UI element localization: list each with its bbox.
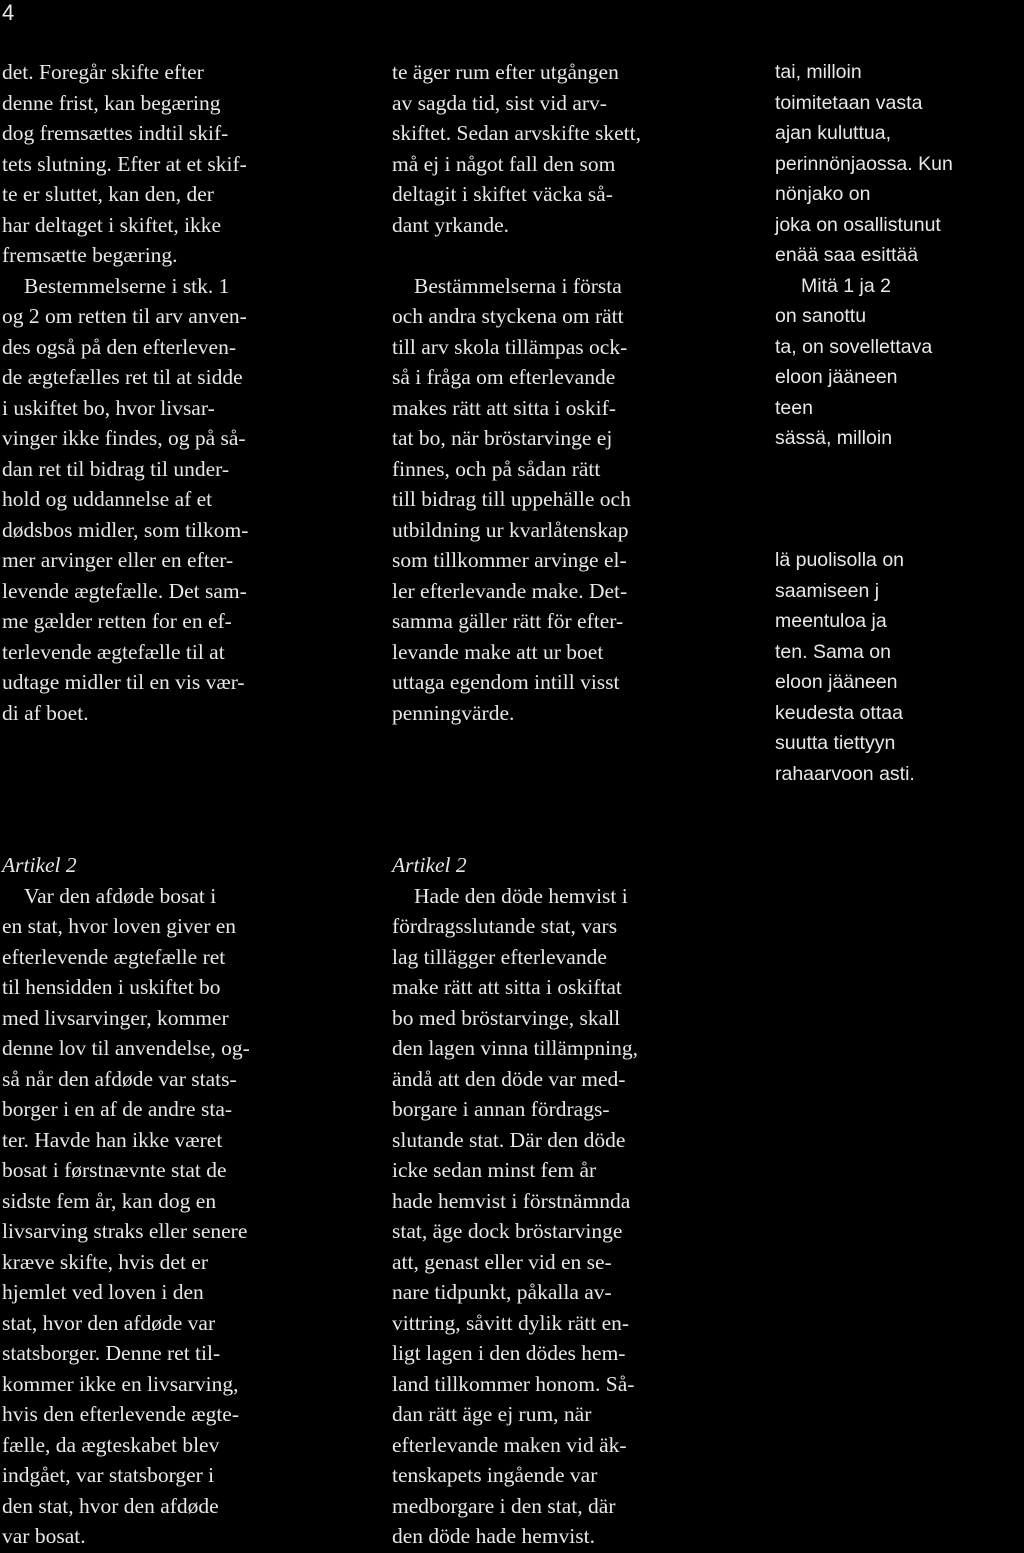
text-line: me gælder retten for en ef- bbox=[2, 609, 232, 633]
text-line: slutande stat. Där den döde bbox=[392, 1127, 626, 1152]
text-line: livsarving straks eller senere bbox=[2, 1219, 248, 1243]
text-line: te er sluttet, kan den, der bbox=[2, 182, 214, 206]
text-line: des også på den efterleven- bbox=[2, 334, 237, 359]
text-line: vinger ikke findes, og på så- bbox=[2, 426, 246, 450]
danish-text-column bbox=[2, 57, 248, 728]
text-line: di af boet. bbox=[2, 700, 89, 725]
text-line: make rätt att sitta i oskiftat bbox=[392, 975, 622, 999]
text-line: meentuloa ja bbox=[775, 610, 887, 632]
text-line: denne frist, kan begæring bbox=[2, 90, 221, 115]
text-line: levande make att ur boet bbox=[392, 639, 604, 664]
swedish-article-heading: Artikel 2 bbox=[392, 853, 467, 877]
text-line: medborgare i den stat, där bbox=[392, 1493, 616, 1518]
text-line: de ægtefælles ret til at sidde bbox=[2, 365, 243, 389]
text-line: och andra styckena om rätt bbox=[392, 304, 624, 328]
text-line: enää saa esittää bbox=[775, 244, 919, 266]
text-line: keudesta ottaa bbox=[775, 701, 903, 724]
text-line: toimitetaan vasta bbox=[775, 91, 923, 114]
finnish-text-column bbox=[775, 57, 953, 789]
text-line: til hensidden i uskiftet bo bbox=[2, 975, 221, 999]
text-line: Bestämmelserna i första bbox=[414, 273, 622, 298]
text-line: vittring, såvitt dylik rätt en- bbox=[392, 1310, 630, 1335]
swedish-article-2-column bbox=[392, 850, 638, 1552]
text-line bbox=[775, 484, 953, 515]
danish-article-heading: Artikel 2 bbox=[2, 853, 77, 877]
text-line bbox=[775, 454, 953, 485]
text-line: Var den afdøde bosat i bbox=[24, 883, 217, 908]
text-line: makes rätt att sitta i oskif- bbox=[392, 395, 616, 420]
text-line: og 2 om retten til arv anven- bbox=[2, 304, 247, 328]
text-line: teen bbox=[775, 396, 813, 419]
text-line: bosat i førstnævnte stat de bbox=[2, 1158, 227, 1182]
text-line: så i fråga om efterlevande bbox=[392, 365, 616, 389]
text-line: den döde hade hemvist. bbox=[392, 1524, 596, 1548]
text-line: on sanottu bbox=[775, 305, 867, 327]
text-line: lä puolisolla on bbox=[775, 549, 905, 571]
text-line: denne lov til anvendelse, og- bbox=[2, 1036, 250, 1060]
text-line: som tillkommer arvinge el- bbox=[392, 548, 627, 572]
swedish-text-column bbox=[392, 57, 641, 728]
text-line bbox=[775, 515, 953, 546]
text-line: dødsbos midler, som tilkom- bbox=[2, 517, 249, 542]
text-line: dog fremsættes indtil skif- bbox=[2, 121, 229, 145]
text-line: efterlevande maken vid äk- bbox=[392, 1432, 627, 1457]
text-line: stat, äge dock bröstarvinge bbox=[392, 1219, 623, 1243]
text-line: ler efterlevande make. Det- bbox=[392, 578, 628, 603]
text-line: dan rätt äge ej rum, när bbox=[392, 1402, 592, 1426]
text-line: joka on osallistunut bbox=[775, 213, 941, 236]
text-line: uttaga egendom intill visst bbox=[392, 670, 620, 694]
text-line: efterlevende ægtefælle ret bbox=[2, 944, 226, 969]
text-line: nare tidpunkt, påkalla av- bbox=[392, 1280, 612, 1304]
page-number: 4 bbox=[2, 0, 15, 25]
text-line: fördragsslutande stat, vars bbox=[392, 914, 618, 938]
text-line: terlevende ægtefælle til at bbox=[2, 639, 225, 664]
text-line: indgået, var statsborger i bbox=[2, 1463, 215, 1487]
text-line: hade hemvist i förstnämnda bbox=[392, 1188, 631, 1213]
text-line: fælle, da ægteskabet blev bbox=[2, 1432, 220, 1457]
text-line: med livsarvinger, kommer bbox=[2, 1005, 229, 1030]
text-line: en stat, hvor loven giver en bbox=[2, 914, 237, 938]
text-line: nönjako on bbox=[775, 183, 871, 205]
text-line: Hade den döde hemvist i bbox=[414, 883, 628, 908]
text-line: i uskiftet bo, hvor livsar- bbox=[2, 395, 215, 420]
text-line: var bosat. bbox=[2, 1524, 86, 1548]
text-line: ligt lagen i den dödes hem- bbox=[392, 1341, 626, 1365]
text-line: ten. Sama on bbox=[775, 640, 891, 663]
text-line: te äger rum efter utgången bbox=[392, 60, 619, 84]
text-line: perinnönjaossa. Kun bbox=[775, 152, 953, 175]
text-line: mer arvinger eller en efter- bbox=[2, 548, 234, 572]
text-line: deltagit i skiftet väcka så- bbox=[392, 182, 613, 206]
text-line: borger i en af de andre sta- bbox=[2, 1097, 233, 1121]
text-line: det. Foregår skifte efter bbox=[2, 60, 204, 84]
text-line: skiftet. Sedan arvskifte skett, bbox=[392, 121, 641, 145]
text-line: Bestemmelserne i stk. 1 bbox=[24, 273, 230, 298]
text-line: Mitä 1 ja 2 bbox=[801, 274, 891, 297]
text-line: hold og uddannelse af et bbox=[2, 487, 213, 511]
text-line: lag tillägger efterlevande bbox=[392, 944, 607, 969]
text-line: rahaarvoon asti. bbox=[775, 762, 915, 785]
text-line: tat bo, när bröstarvinge ej bbox=[392, 426, 613, 450]
text-line: till arv skola tillämpas ock- bbox=[392, 334, 628, 359]
text-line: kommer ikke en livsarving, bbox=[2, 1371, 239, 1396]
text-line: dan ret til bidrag til under- bbox=[2, 456, 230, 481]
text-line: samma gäller rätt för efter- bbox=[392, 609, 624, 633]
text-line: till bidrag till uppehälle och bbox=[392, 487, 631, 511]
text-line: dant yrkande. bbox=[392, 212, 510, 237]
text-line: kræve skifte, hvis det er bbox=[2, 1249, 208, 1274]
text-line: tets slutning. Efter at et skif- bbox=[2, 151, 247, 176]
text-line: av sagda tid, sist vid arv- bbox=[392, 90, 607, 115]
text-line: statsborger. Denne ret til- bbox=[2, 1341, 221, 1365]
text-line: sidste fem år, kan dog en bbox=[2, 1188, 217, 1213]
text-line: så når den afdøde var stats- bbox=[2, 1066, 237, 1091]
text-line: suutta tiettyyn bbox=[775, 732, 896, 754]
text-line: utbildning ur kvarlåtenskap bbox=[392, 517, 629, 542]
text-line: saamiseen j bbox=[775, 579, 880, 602]
text-line: borgare i annan fördrags- bbox=[392, 1097, 610, 1121]
text-line: penningvärde. bbox=[392, 700, 515, 725]
text-line: hjemlet ved loven i den bbox=[2, 1280, 204, 1304]
text-line bbox=[392, 240, 641, 271]
text-line: eloon jääneen bbox=[775, 366, 898, 388]
text-line: ta, on sovellettava bbox=[775, 335, 933, 358]
text-line: tai, milloin bbox=[775, 61, 862, 83]
danish-article-2-column bbox=[2, 850, 250, 1552]
text-line: ter. Havde han ikke været bbox=[2, 1127, 223, 1152]
text-line: har deltaget i skiftet, ikke bbox=[2, 212, 222, 237]
text-line: den lagen vinna tillämpning, bbox=[392, 1036, 639, 1060]
text-line: finnes, och på sådan rätt bbox=[392, 456, 601, 481]
text-line: tenskapets ingående var bbox=[392, 1463, 598, 1487]
text-line: må ej i något fall den som bbox=[392, 151, 616, 176]
text-line: ändå att den döde var med- bbox=[392, 1066, 626, 1091]
text-line: fremsætte begæring. bbox=[2, 243, 178, 267]
text-line: icke sedan minst fem år bbox=[392, 1158, 597, 1182]
text-line: att, genast eller vid en se- bbox=[392, 1249, 612, 1274]
text-line: sässä, milloin bbox=[775, 427, 893, 449]
text-line: land tillkommer honom. Så- bbox=[392, 1371, 635, 1396]
text-line: udtage midler til en vis vær- bbox=[2, 670, 245, 694]
text-line: ajan kuluttua, bbox=[775, 122, 892, 144]
text-line: bo med bröstarvinge, skall bbox=[392, 1005, 621, 1030]
text-line: levende ægtefælle. Det sam- bbox=[2, 578, 247, 603]
text-line: hvis den efterlevende ægte- bbox=[2, 1402, 240, 1426]
text-line: eloon jääneen bbox=[775, 671, 898, 693]
text-line: stat, hvor den afdøde var bbox=[2, 1310, 216, 1335]
text-line: den stat, hvor den afdøde bbox=[2, 1493, 219, 1518]
